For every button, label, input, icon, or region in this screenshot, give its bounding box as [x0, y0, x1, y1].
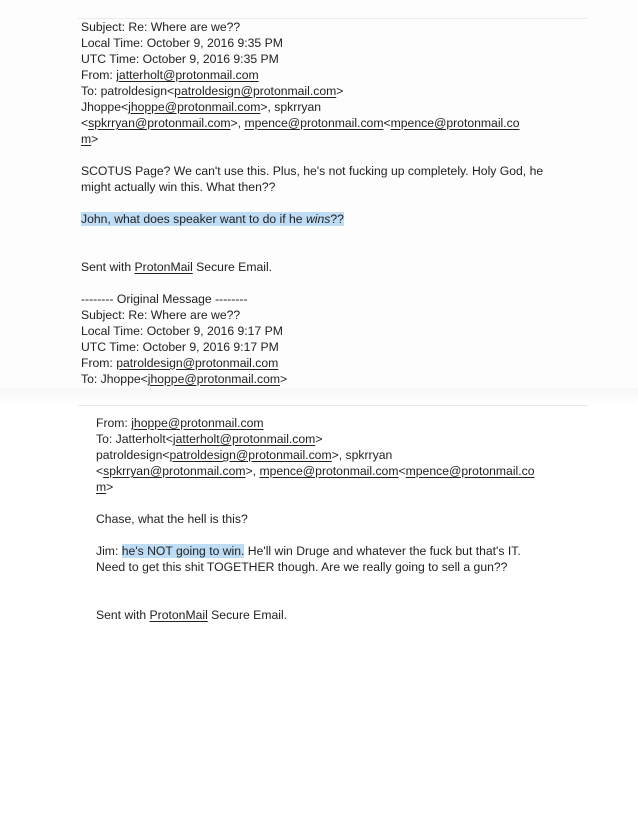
- recipient-email-link[interactable]: spkrryan@protonmail.com: [88, 116, 231, 130]
- bracket-open: <: [81, 116, 89, 130]
- spacer: [96, 495, 535, 511]
- recipient-email-link[interactable]: mpence@protonmail.com: [244, 116, 384, 130]
- greeting-line: Chase, what the hell is this?: [96, 512, 248, 526]
- recipient-prefix: Jhoppe<: [81, 100, 129, 114]
- spacer: [96, 575, 535, 591]
- recipient-prefix: patroldesign<: [96, 448, 170, 462]
- separator: >,: [245, 464, 260, 478]
- from-email-link[interactable]: jhoppe@protonmail.com: [131, 416, 264, 430]
- recipient-email-link[interactable]: mpence@protonmail.co: [405, 464, 535, 478]
- spacer: [96, 527, 535, 543]
- bracket-open: <: [398, 464, 406, 478]
- jim-line: [96, 543, 535, 559]
- recipient-email-link[interactable]: m: [81, 132, 92, 146]
- to-email-link[interactable]: jatterholt@protonmail.com: [172, 432, 316, 446]
- highlight-text: he's NOT going to win.: [121, 544, 245, 558]
- highlighted-question: [81, 211, 543, 227]
- jim-prefix: Jim:: [96, 544, 122, 558]
- recipient-email-link[interactable]: jhoppe@protonmail.com: [128, 100, 261, 114]
- bracket-open: <: [383, 116, 391, 130]
- from-label: From:: [81, 356, 117, 370]
- sent-prefix: Sent with: [81, 260, 135, 274]
- spacer: [81, 195, 543, 211]
- recipient-email-link[interactable]: spkrryan@protonmail.com: [103, 464, 246, 478]
- to-prefix: To: patroldesign<: [81, 84, 175, 98]
- from-email-link[interactable]: patroldesign@protonmail.com: [116, 356, 279, 370]
- original-message-header: -------- Original Message --------: [81, 292, 248, 306]
- from-line: [96, 415, 535, 431]
- utc-time-line: UTC Time: October 9, 2016 9:17 PM: [81, 340, 279, 354]
- to-suffix: >: [315, 432, 323, 446]
- page-gap-shadow: [0, 388, 638, 406]
- to-line-3: [81, 115, 543, 131]
- recipient-suffix: >, spkrryan: [260, 100, 322, 114]
- jim-rest: He'll win Druge and whatever the fuck but that's IT.: [244, 544, 521, 558]
- sent-prefix: Sent with: [96, 608, 150, 622]
- recipient-email-link[interactable]: patroldesign@protonmail.com: [169, 448, 332, 462]
- separator: >,: [230, 116, 245, 130]
- to-email-link[interactable]: jhoppe@protonmail.com: [147, 372, 281, 386]
- sent-with-line: [81, 259, 543, 275]
- recipient-suffix: >, spkrryan: [331, 448, 393, 462]
- to-line: [81, 371, 543, 387]
- recipient-email-link[interactable]: m: [96, 480, 107, 494]
- middle-divider: [78, 405, 588, 406]
- spacer: [81, 147, 543, 163]
- to-line: [96, 431, 535, 447]
- to-line-4: [81, 131, 543, 147]
- bottom-email: [96, 415, 535, 623]
- to-suffix: >: [280, 372, 288, 386]
- sent-suffix: Secure Email.: [207, 608, 288, 622]
- to-prefix: To: Jatterholt<: [96, 432, 173, 446]
- spacer: [96, 591, 535, 607]
- highlight-text: [81, 212, 344, 226]
- to-line-2: [81, 99, 543, 115]
- recipient-email-link[interactable]: mpence@protonmail.co: [390, 116, 520, 130]
- cc-line: [96, 447, 535, 463]
- from-label: From:: [81, 68, 117, 82]
- subject-line: Subject: Re: Where are we??: [81, 308, 241, 322]
- from-label: From:: [96, 416, 132, 430]
- spacer: [81, 227, 543, 243]
- protonmail-link[interactable]: ProtonMail: [134, 260, 193, 274]
- cc-line-2: [96, 463, 535, 479]
- jim-line-2: Need to get this shit TOGETHER though. Are we really going to sell a gun??: [96, 560, 508, 574]
- bracket-open: <: [96, 464, 104, 478]
- protonmail-link[interactable]: ProtonMail: [149, 608, 208, 622]
- highlight-end: ??: [330, 212, 344, 226]
- top-email: [81, 19, 543, 387]
- body-line: SCOTUS Page? We can't use this. Plus, he's not fucking up completely. Holy God, he: [81, 164, 544, 178]
- highlight-main: John, what does speaker want to do if he: [81, 212, 306, 226]
- from-email-link[interactable]: jatterholt@protonmail.com: [116, 68, 259, 82]
- sent-with-line: [96, 607, 535, 623]
- recipient-email-link[interactable]: mpence@protonmail.com: [259, 464, 399, 478]
- from-line: [81, 67, 543, 83]
- to-prefix: To: Jhoppe<: [81, 372, 148, 386]
- bracket-close: >: [106, 480, 114, 494]
- cc-line-3: [96, 479, 535, 495]
- to-suffix: >: [336, 84, 344, 98]
- spacer: [81, 243, 543, 259]
- spacer: [81, 275, 543, 291]
- from-line: [81, 355, 543, 371]
- highlight-italic: wins: [305, 212, 331, 226]
- bracket-close: >: [91, 132, 99, 146]
- local-time-line: Local Time: October 9, 2016 9:17 PM: [81, 324, 283, 338]
- sent-suffix: Secure Email.: [192, 260, 273, 274]
- local-time-line: Local Time: October 9, 2016 9:35 PM: [81, 36, 283, 50]
- subject-line: Subject: Re: Where are we??: [81, 20, 241, 34]
- utc-time-line: UTC Time: October 9, 2016 9:35 PM: [81, 52, 279, 66]
- to-line: [81, 83, 543, 99]
- to-email-link[interactable]: patroldesign@protonmail.com: [174, 84, 337, 98]
- body-line: might actually win this. What then??: [81, 180, 276, 194]
